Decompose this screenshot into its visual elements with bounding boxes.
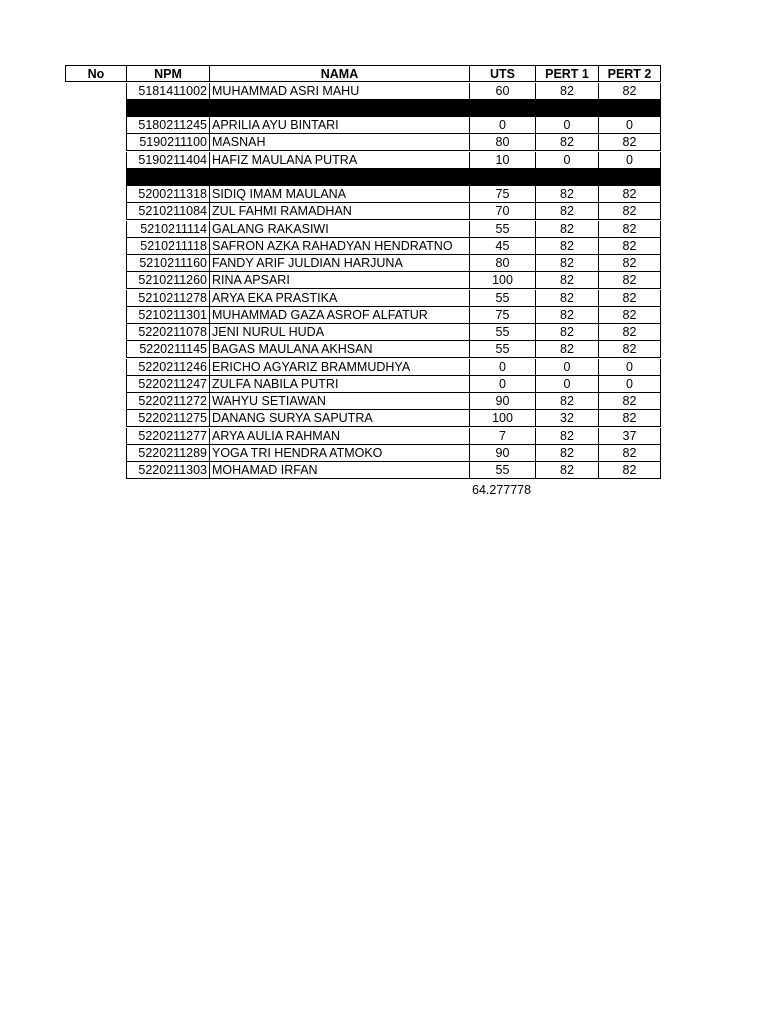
pert1-cell[interactable]: 82 xyxy=(535,290,599,307)
nama-cell[interactable]: ZUL FAHMI RAMADHAN xyxy=(209,203,470,220)
npm-cell[interactable]: 5180211245 xyxy=(126,117,210,134)
uts-cell[interactable]: 80 xyxy=(469,134,536,151)
uts-cell[interactable]: 0 xyxy=(469,117,536,134)
pert1-cell[interactable]: 82 xyxy=(535,428,599,445)
nama-cell[interactable]: ARYA EKA PRASTIKA xyxy=(209,290,470,307)
pert1-cell[interactable]: 82 xyxy=(535,272,599,289)
separator-bar xyxy=(126,100,661,117)
pert1-cell[interactable]: 82 xyxy=(535,238,599,255)
nama-cell[interactable]: HAFIZ MAULANA PUTRA xyxy=(209,152,470,169)
nama-cell[interactable]: YOGA TRI HENDRA ATMOKO xyxy=(209,445,470,462)
separator-bar xyxy=(126,169,661,186)
npm-cell[interactable]: 5210211084 xyxy=(126,203,210,220)
pert2-cell[interactable]: 0 xyxy=(598,359,661,376)
npm-cell[interactable]: 5190211100 xyxy=(126,134,210,151)
npm-cell[interactable]: 5210211114 xyxy=(126,221,210,238)
nama-cell[interactable]: MOHAMAD IRFAN xyxy=(209,462,470,479)
pert2-cell[interactable]: 82 xyxy=(598,393,661,410)
npm-cell[interactable]: 5220211303 xyxy=(126,462,210,479)
npm-cell[interactable]: 5190211404 xyxy=(126,152,210,169)
npm-cell[interactable]: 5220211277 xyxy=(126,428,210,445)
npm-cell[interactable]: 5210211301 xyxy=(126,307,210,324)
uts-cell[interactable]: 90 xyxy=(469,445,536,462)
pert2-cell[interactable]: 82 xyxy=(598,186,661,203)
nama-cell[interactable]: MUHAMMAD ASRI MAHU xyxy=(209,83,470,100)
pert1-cell[interactable]: 0 xyxy=(535,152,599,169)
pert2-cell[interactable]: 82 xyxy=(598,203,661,220)
uts-cell[interactable]: 75 xyxy=(469,307,536,324)
pert2-cell[interactable]: 82 xyxy=(598,272,661,289)
nama-cell[interactable]: FANDY ARIF JULDIAN HARJUNA xyxy=(209,255,470,272)
nama-cell[interactable]: BAGAS MAULANA AKHSAN xyxy=(209,341,470,358)
uts-cell[interactable]: 70 xyxy=(469,203,536,220)
npm-cell[interactable]: 5220211275 xyxy=(126,410,210,427)
pert1-cell[interactable]: 82 xyxy=(535,83,599,100)
pert2-cell[interactable]: 82 xyxy=(598,134,661,151)
header-nama[interactable]: NAMA xyxy=(209,65,470,82)
pert1-cell[interactable]: 0 xyxy=(535,376,599,393)
pert1-cell[interactable]: 32 xyxy=(535,410,599,427)
uts-cell[interactable]: 80 xyxy=(469,255,536,272)
npm-cell[interactable]: 5210211278 xyxy=(126,290,210,307)
nama-cell[interactable]: SAFRON AZKA RAHADYAN HENDRATNO xyxy=(209,238,470,255)
uts-cell[interactable]: 90 xyxy=(469,393,536,410)
pert2-cell[interactable]: 82 xyxy=(598,221,661,238)
nama-cell[interactable]: RINA APSARI xyxy=(209,272,470,289)
uts-cell[interactable]: 55 xyxy=(469,221,536,238)
uts-cell[interactable]: 0 xyxy=(469,376,536,393)
uts-cell[interactable]: 55 xyxy=(469,324,536,341)
npm-cell[interactable]: 5210211118 xyxy=(126,238,210,255)
nama-cell[interactable]: SIDIQ IMAM MAULANA xyxy=(209,186,470,203)
nama-cell[interactable]: WAHYU SETIAWAN xyxy=(209,393,470,410)
npm-cell[interactable]: 5210211260 xyxy=(126,272,210,289)
uts-cell[interactable]: 75 xyxy=(469,186,536,203)
npm-cell[interactable]: 5181411002 xyxy=(126,83,210,100)
npm-cell[interactable]: 5220211246 xyxy=(126,359,210,376)
pert2-cell[interactable]: 37 xyxy=(598,428,661,445)
uts-cell[interactable]: 0 xyxy=(469,359,536,376)
uts-cell[interactable]: 100 xyxy=(469,410,536,427)
pert2-cell[interactable]: 82 xyxy=(598,238,661,255)
header-uts[interactable]: UTS xyxy=(469,65,536,82)
pert2-cell[interactable]: 82 xyxy=(598,341,661,358)
pert2-cell[interactable]: 82 xyxy=(598,410,661,427)
pert1-cell[interactable]: 82 xyxy=(535,324,599,341)
nama-cell[interactable]: ARYA AULIA RAHMAN xyxy=(209,428,470,445)
pert2-cell[interactable]: 0 xyxy=(598,117,661,134)
pert2-cell[interactable]: 82 xyxy=(598,445,661,462)
header-pert1[interactable]: PERT 1 xyxy=(535,65,599,82)
uts-cell[interactable]: 100 xyxy=(469,272,536,289)
npm-cell[interactable]: 5220211272 xyxy=(126,393,210,410)
pert2-cell[interactable]: 82 xyxy=(598,462,661,479)
pert1-cell[interactable]: 0 xyxy=(535,359,599,376)
nama-cell[interactable]: APRILIA AYU BINTARI xyxy=(209,117,470,134)
pert2-cell[interactable]: 82 xyxy=(598,255,661,272)
npm-cell[interactable]: 5210211160 xyxy=(126,255,210,272)
pert2-cell[interactable]: 82 xyxy=(598,290,661,307)
pert1-cell[interactable]: 82 xyxy=(535,393,599,410)
npm-cell[interactable]: 5220211247 xyxy=(126,376,210,393)
header-npm[interactable]: NPM xyxy=(126,65,210,82)
pert2-cell[interactable]: 82 xyxy=(598,307,661,324)
pert1-cell[interactable]: 82 xyxy=(535,445,599,462)
npm-cell[interactable]: 5220211289 xyxy=(126,445,210,462)
pert1-cell[interactable]: 0 xyxy=(535,117,599,134)
pert1-cell[interactable]: 82 xyxy=(535,307,599,324)
pert1-cell[interactable]: 82 xyxy=(535,203,599,220)
pert2-cell[interactable]: 0 xyxy=(598,152,661,169)
pert1-cell[interactable]: 82 xyxy=(535,134,599,151)
uts-cell[interactable]: 10 xyxy=(469,152,536,169)
uts-cell[interactable]: 45 xyxy=(469,238,536,255)
header-no[interactable]: No xyxy=(65,65,127,82)
uts-cell[interactable]: 55 xyxy=(469,341,536,358)
header-pert2[interactable]: PERT 2 xyxy=(598,65,661,82)
npm-cell[interactable]: 5220211145 xyxy=(126,341,210,358)
pert2-cell[interactable]: 0 xyxy=(598,376,661,393)
uts-average-value[interactable]: 64.277778 xyxy=(472,483,532,497)
pert2-cell[interactable]: 82 xyxy=(598,324,661,341)
nama-cell[interactable]: MASNAH xyxy=(209,134,470,151)
uts-cell[interactable]: 55 xyxy=(469,290,536,307)
pert1-cell[interactable]: 82 xyxy=(535,255,599,272)
pert1-cell[interactable]: 82 xyxy=(535,462,599,479)
pert1-cell[interactable]: 82 xyxy=(535,186,599,203)
pert2-cell[interactable]: 82 xyxy=(598,83,661,100)
nama-cell[interactable]: MUHAMMAD GAZA ASROF ALFATUR xyxy=(209,307,470,324)
uts-cell[interactable]: 55 xyxy=(469,462,536,479)
uts-cell[interactable]: 7 xyxy=(469,428,536,445)
nama-cell[interactable]: DANANG SURYA SAPUTRA xyxy=(209,410,470,427)
nama-cell[interactable]: GALANG RAKASIWI xyxy=(209,221,470,238)
nama-cell[interactable]: ERICHO AGYARIZ BRAMMUDHYA xyxy=(209,359,470,376)
nama-cell[interactable]: ZULFA NABILA PUTRI xyxy=(209,376,470,393)
nama-cell[interactable]: JENI NURUL HUDA xyxy=(209,324,470,341)
npm-cell[interactable]: 5200211318 xyxy=(126,186,210,203)
uts-cell[interactable]: 60 xyxy=(469,83,536,100)
pert1-cell[interactable]: 82 xyxy=(535,341,599,358)
pert1-cell[interactable]: 82 xyxy=(535,221,599,238)
npm-cell[interactable]: 5220211078 xyxy=(126,324,210,341)
